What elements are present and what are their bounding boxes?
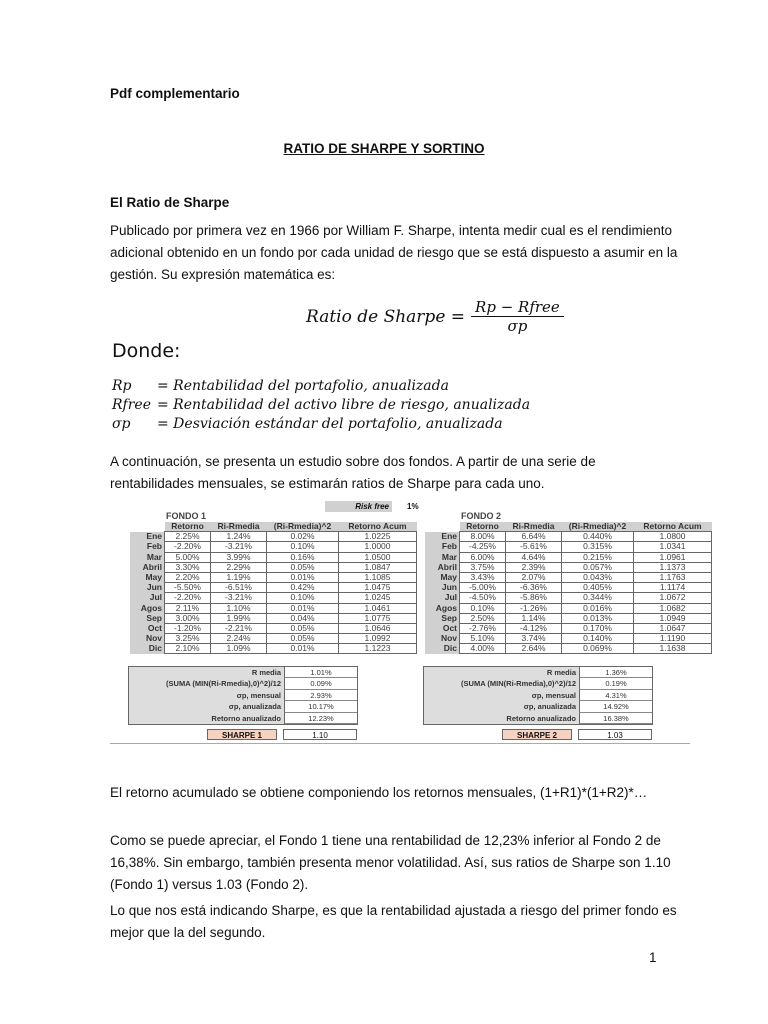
table-row [425,583,712,593]
table-row [425,603,712,613]
summary-label: σp, anualizada [523,702,576,712]
table-row [425,542,712,552]
cell: 4.00% [460,644,506,654]
sharpe-value: 1.10 [283,729,357,740]
cell: -2.20% [165,593,211,603]
table-row [425,613,712,623]
cell: 0.01% [267,644,339,654]
definition-row [112,415,530,434]
cell: 0.344% [562,593,634,603]
intro-line: adicional obtenido en un fondo por cada unidad de riesgo que se está dispuesto a asumir en la [110,245,678,260]
summary-value: 2.93% [284,690,357,701]
cell: 1.0475 [339,583,417,593]
cell: 1.1190 [634,634,712,644]
month-label: Sep [425,613,460,623]
cell: 1.0961 [634,552,712,562]
summary-label: (SUMA (MIN(Ri-Rmedia),0)^2)/12 [166,679,281,689]
definition-text: = Desviación estándar del portafolio, anualizada [157,416,503,432]
cell: 3.30% [165,562,211,572]
sharpe-result [207,729,357,740]
column-header: Retorno [460,522,506,532]
table-row [425,623,712,633]
risk-free-value: 1% [407,502,419,511]
cell: 2.50% [460,613,506,623]
intro-line: gestión. Su expresión matemática es: [110,267,336,282]
summary-value: 0.09% [284,678,357,689]
month-label: Mar [130,552,165,562]
column-header: (Ri-Rmedia)^2 [562,522,634,532]
month-label: Abril [130,562,165,572]
cell: 1.1763 [634,572,712,582]
cell: 1.1085 [339,572,417,582]
cell: 0.215% [562,552,634,562]
cell: 6.64% [506,532,562,542]
cell: 0.05% [267,562,339,572]
table-row [130,542,417,552]
cell: 0.02% [267,532,339,542]
compare-line: (Fondo 1) versus 1.03 (Fondo 2). [110,877,309,892]
cell: 1.0682 [634,603,712,613]
acum-paragraph: El retorno acumulado se obtiene componiendo los retornos mensuales, (1+R1)*(1+R2)*… [110,785,648,800]
cell: 3.00% [165,613,211,623]
table-row [130,572,417,582]
summary-label: R media [251,668,281,677]
month-label: Dic [425,644,460,654]
cell: 3.43% [460,572,506,582]
header-row [130,522,417,532]
cell: 1.0225 [339,532,417,542]
column-header: Ri-Rmedia [211,522,267,532]
sharpe-value: 1.03 [578,729,652,740]
cell: 1.0341 [634,542,712,552]
compare-line: 16,38%. Sin embargo, también presenta menor volatilidad. Así, sus ratios de Sharpe son 1.10 [110,855,671,870]
cell: 0.043% [562,572,634,582]
formula-numerator: Rp − Rfree [471,298,564,317]
summary-row [129,678,357,689]
cell: 1.0646 [339,623,417,633]
column-header: Retorno Acum [339,522,417,532]
cell: 1.0992 [339,634,417,644]
cell: 0.440% [562,532,634,542]
study-line: A continuación, se presenta un estudio sobre dos fondos. A partir de una serie de [110,454,596,469]
cell: 1.0647 [634,623,712,633]
cell: 1.09% [211,644,267,654]
table-row [425,532,712,542]
cell: -4.12% [506,623,562,633]
definition-text: = Rentabilidad del activo libre de riesgo, anualizada [157,397,531,413]
column-header: (Ri-Rmedia)^2 [267,522,339,532]
month-label: Oct [425,623,460,633]
cell: 0.10% [267,593,339,603]
cell: -2.21% [211,623,267,633]
month-label: Abril [425,562,460,572]
month-label: Agos [130,603,165,613]
definition-text: = Rentabilidad del portafolio, anualizada [157,378,449,394]
column-header: Ri-Rmedia [506,522,562,532]
cell: 2.11% [165,603,211,613]
cell: 0.405% [562,583,634,593]
summary-row [129,690,357,701]
table-row [425,562,712,572]
sharpe-result [502,729,652,740]
cell: 0.16% [267,552,339,562]
cell: 0.013% [562,613,634,623]
summary-value: 1.01% [284,667,357,678]
month-label: Ene [425,532,460,542]
month-label: Oct [130,623,165,633]
month-label: Feb [425,542,460,552]
summary-value: 10.17% [284,701,357,712]
month-label: Nov [130,634,165,644]
table-row [130,623,417,633]
cell: 3.25% [165,634,211,644]
summary-box [423,666,653,725]
table-row [130,644,417,654]
cell: -3.21% [211,542,267,552]
intro-line: Publicado por primera vez en 1966 por William F. Sharpe, intenta medir cual es el rendimiento [110,223,673,238]
doc-header: Pdf complementario [110,86,240,101]
conclusion-line: Lo que nos está indicando Sharpe, es que la rentabilidad ajustada a riesgo del primer fondo es [110,903,677,918]
month-label: May [425,572,460,582]
summary-label: σp, mensual [531,690,576,700]
summary-row [424,713,652,724]
corner [130,522,165,532]
cell: 0.016% [562,603,634,613]
month-label: Ene [130,532,165,542]
summary-row [129,667,357,678]
cell: 1.0949 [634,613,712,623]
cell: 3.99% [211,552,267,562]
definition-row [112,377,530,396]
summary-row [129,701,357,712]
table-row [130,562,417,572]
risk-free-label: Risk free [325,501,392,512]
cell: 0.170% [562,623,634,633]
cell: 1.1223 [339,644,417,654]
cell: 0.10% [460,603,506,613]
summary-box [128,666,358,725]
returns-table [130,511,417,654]
cell: 0.069% [562,644,634,654]
returns-table [425,511,712,654]
month-label: Agos [425,603,460,613]
sharpe-label: SHARPE 2 [502,729,572,740]
summary-label: Retorno anualizado [211,713,281,723]
fund-table-2 [425,511,712,654]
summary-row [424,678,652,689]
cell: 1.24% [211,532,267,542]
fund-table-1 [130,511,417,654]
doc-title: RATIO DE SHARPE Y SORTINO [283,141,485,156]
month-label: May [130,572,165,582]
definition-symbol: σp [112,416,131,432]
cell: 2.20% [165,572,211,582]
cell: 0.140% [562,634,634,644]
cell: -6.36% [506,583,562,593]
cell: 5.10% [460,634,506,644]
cell: -6.51% [211,583,267,593]
cell: 1.19% [211,572,267,582]
cell: -1.26% [506,603,562,613]
summary-label: (SUMA (MIN(Ri-Rmedia),0)^2)/12 [461,679,576,689]
summary-label: σp, anualizada [228,702,281,712]
column-header: Retorno [165,522,211,532]
summary-value: 12.23% [284,713,357,724]
cell: 1.0500 [339,552,417,562]
cell: 6.00% [460,552,506,562]
cell: -2.20% [165,542,211,552]
table-row [425,593,712,603]
month-label: Dic [130,644,165,654]
cell: 0.01% [267,572,339,582]
cell: 0.04% [267,613,339,623]
summary-row [129,713,357,724]
cell: 1.14% [506,613,562,623]
cell: 2.24% [211,634,267,644]
table-row [425,644,712,654]
sharpe-label: SHARPE 1 [207,729,277,740]
cell: 8.00% [460,532,506,542]
summary-value: 1.36% [579,667,652,678]
formula-denominator: σp [507,317,528,335]
month-label: Mar [425,552,460,562]
summary-value: 14.92% [579,701,652,712]
cell: 2.64% [506,644,562,654]
table-row [130,583,417,593]
corner [425,522,460,532]
month-label: Nov [425,634,460,644]
cell: 5.00% [165,552,211,562]
month-label: Jun [425,583,460,593]
summary-label: R media [546,668,576,677]
cell: 1.0775 [339,613,417,623]
month-label: Sep [130,613,165,623]
cell: 2.25% [165,532,211,542]
cell: 0.057% [562,562,634,572]
fund-name: FONDO 1 [166,511,207,521]
cell: 2.07% [506,572,562,582]
summary-row [424,690,652,701]
table-row [425,634,712,644]
cell: -1.20% [165,623,211,633]
summary-label: Retorno anualizado [506,713,576,723]
table-row [130,593,417,603]
cell: 1.1638 [634,644,712,654]
summary-value: 0.19% [579,678,652,689]
month-label: Jul [130,593,165,603]
compare-line: Como se puede apreciar, el Fondo 1 tiene una rentabilidad de 12,23% inferior al Fondo 2 de [110,833,661,848]
table-row [130,532,417,542]
table-row [130,613,417,623]
cell: 1.10% [211,603,267,613]
cell: 1.1174 [634,583,712,593]
table-row [425,572,712,582]
cell: 3.75% [460,562,506,572]
conclusion-line: mejor que la del segundo. [110,925,266,940]
summary-row [424,701,652,712]
cell: -3.21% [211,593,267,603]
cell: -5.61% [506,542,562,552]
cell: 1.0000 [339,542,417,552]
month-label: Jun [130,583,165,593]
cell: 0.05% [267,634,339,644]
cell: 0.05% [267,623,339,633]
cell: 1.0461 [339,603,417,613]
summary-label: σp, mensual [236,690,281,700]
donde-label: Donde: [112,340,181,362]
cell: -5.86% [506,593,562,603]
cell: -2.76% [460,623,506,633]
cell: 0.10% [267,542,339,552]
cell: 0.315% [562,542,634,552]
cell: 1.99% [211,613,267,623]
cell: 2.10% [165,644,211,654]
summary-row [424,667,652,678]
cell: -4.25% [460,542,506,552]
table-row [425,552,712,562]
cell: -5.50% [165,583,211,593]
cell: 2.39% [506,562,562,572]
cell: -4.50% [460,593,506,603]
column-header: Retorno Acum [634,522,712,532]
cell: 1.1373 [634,562,712,572]
cell: 0.01% [267,603,339,613]
table-row [130,552,417,562]
page-number: 1 [649,950,657,965]
cell: 1.0245 [339,593,417,603]
cell: 1.0800 [634,532,712,542]
divider [110,743,690,744]
cell: 2.29% [211,562,267,572]
cell: 1.0847 [339,562,417,572]
definition-row [112,396,530,415]
month-label: Feb [130,542,165,552]
definition-symbol: Rp [112,378,132,394]
sharpe-formula [306,298,564,335]
formula-lhs: Ratio de Sharpe = [306,306,466,327]
definition-symbol: Rfree [112,397,151,413]
month-label: Jul [425,593,460,603]
summary-value: 4.31% [579,690,652,701]
cell: -5.00% [460,583,506,593]
cell: 3.74% [506,634,562,644]
table-row [130,634,417,644]
section-heading: El Ratio de Sharpe [110,195,230,210]
cell: 0.42% [267,583,339,593]
fund-name: FONDO 2 [461,511,502,521]
cell: 4.64% [506,552,562,562]
header-row [425,522,712,532]
study-line: rentabilidades mensuales, se estimarán ratios de Sharpe para cada uno. [110,476,545,491]
summary-value: 16.38% [579,713,652,724]
cell: 1.0672 [634,593,712,603]
table-row [130,603,417,613]
